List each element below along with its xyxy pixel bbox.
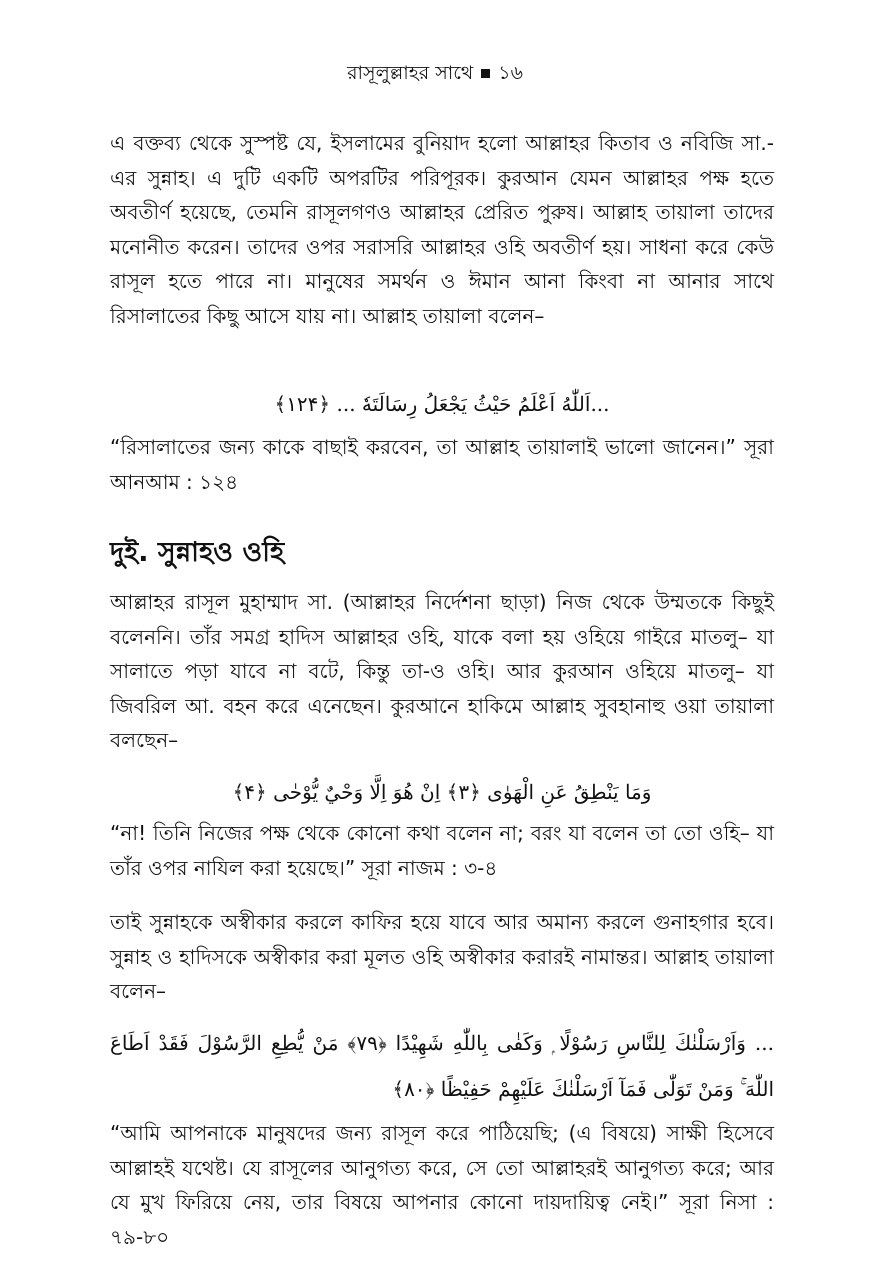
closing-paragraph: তাই সুন্নাহকে অস্বীকার করলে কাফির হয়ে যাবে আর অমান্য করলে গুনাহগার হবে। সুন্নাহ ও হাদিসকে অস্বীকার করা মূলত ওহি অস্বীকার করারই নামান্তর। আল্লাহ তায়ালা বলেন– (110, 910, 775, 1003)
verse-3-arabic: ... وَاَرْسَلْنٰكَ لِلنَّاسِ رَسُوْلًا ۭ وَكَفٰى بِاللّٰهِ شَهِيْدًا ﴿۷۹﴾ مَنْ يُّطِعِ الرَّسُوْلَ فَقَدْ اَطَاعَ اللّٰهَ ۚ وَمَنْ تَوَلّٰى فَمَآ اَرْسَلْنٰكَ عَلَيْهِمْ حَفِيْظًا ﴿۸۰﴾ (110, 1031, 774, 1101)
section-paragraph: আল্লাহর রাসূল মুহাম্মাদ সা. (আল্লাহর নির্দেশনা ছাড়া) নিজ থেকে উম্মতকে কিছুই বলেননি। তাঁর সমগ্র হাদিস আল্লাহর ওহি, যাকে বলা হয় ওহিয়ে গাইরে মাতলু– যা সালাতে পড়া যাবে না বটে, কিন্তু তা-ও ওহি। আর কুরআন ওহিয়ে মাতলু– যা জিবরিল আ. বহন করে এনেছেন। কুরআনে হাকিমে আল্লাহ সুবহানাহু ওয়া তায়ালা বলছেন– (110, 590, 774, 752)
verse-2-translation: “না! তিনি নিজের পক্ষ থেকে কোনো কথা বলেন না; বরং যা বলেন তা তো ওহি– যা তাঁর ওপর নাযিল করা হয়েছে।” সূরা নাজম : ৩-৪ (110, 821, 774, 880)
verse-2-arabic: وَمَا يَنْطِقُ عَنِ الْهَوٰى ﴿۳﴾ اِنْ هُوَ اِلَّا وَحْيٌ يُّوْحٰى ﴿۴﴾ (232, 780, 652, 804)
verse-3-block (110, 1020, 774, 1254)
verse-2-block (110, 770, 774, 885)
page-number: ১৬ (498, 62, 523, 84)
separator-square-icon (481, 69, 490, 78)
intro-paragraph: এ বক্তব্য থেকে সুস্পষ্ট যে, ইসলামের বুনিয়াদ হলো আল্লাহর কিতাব ও নবিজি সা.-এর সুন্নাহ। এ দুটি একটি অপরটির পরিপূরক। কুরআন যেমন আল্লাহর পক্ষ হতে অবতীর্ণ হয়েছে, তেমনি রাসূলগণও আল্লাহর প্রেরিত পুরুষ। আল্লাহ তায়ালা তাদের মনোনীত করেন। তাদের ওপর সরাসরি আল্লাহর ওহি অবতীর্ণ হয়। সাধনা করে কেউ রাসূল হতে পারে না। মানুষের সমর্থন ও ঈমান আনা কিংবা না আনার সাথে রিসালাতের কিছু আসে যায় না। আল্লাহ তায়ালা বলেন– (110, 131, 774, 328)
running-head-title: রাসূলুল্লাহর সাথে (347, 62, 474, 84)
verse-1-block (110, 382, 774, 499)
running-head (0, 58, 870, 88)
verse-1-translation: “রিসালাতের জন্য কাকে বাছাই করবেন, তা আল্লাহ তায়ালাই ভালো জানেন।” সূরা আনআম : ১২৪ (110, 435, 774, 494)
closing-block (110, 905, 774, 1009)
intro-block (110, 126, 774, 333)
verse-3-translation: “আমি আপনাকে মানুষদের জন্য রাসূল করে পাঠিয়েছি; (এ বিষয়ে) সাক্ষী হিসেবে আল্লাহই যথেষ্ট। যে রাসূলের আনুগত্য করে, সে তো আল্লাহরই আনুগত্য করে; আর যে মুখ ফিরিয়ে নেয়, তার বিষয়ে আপনার কোনো দায়দায়িত্ব নেই।” সূরা নিসা : ৭৯-৮০ (110, 1121, 774, 1249)
verse-1-arabic: ...اَللّٰهُ اَعْلَمُ حَيْثُ يَجْعَلُ رِسَالَتَهٗ ... ﴿۱۲۴﴾ (274, 392, 610, 416)
section-heading: দুই. সুন্নাহও ওহি (110, 537, 285, 568)
section-block (110, 585, 774, 758)
